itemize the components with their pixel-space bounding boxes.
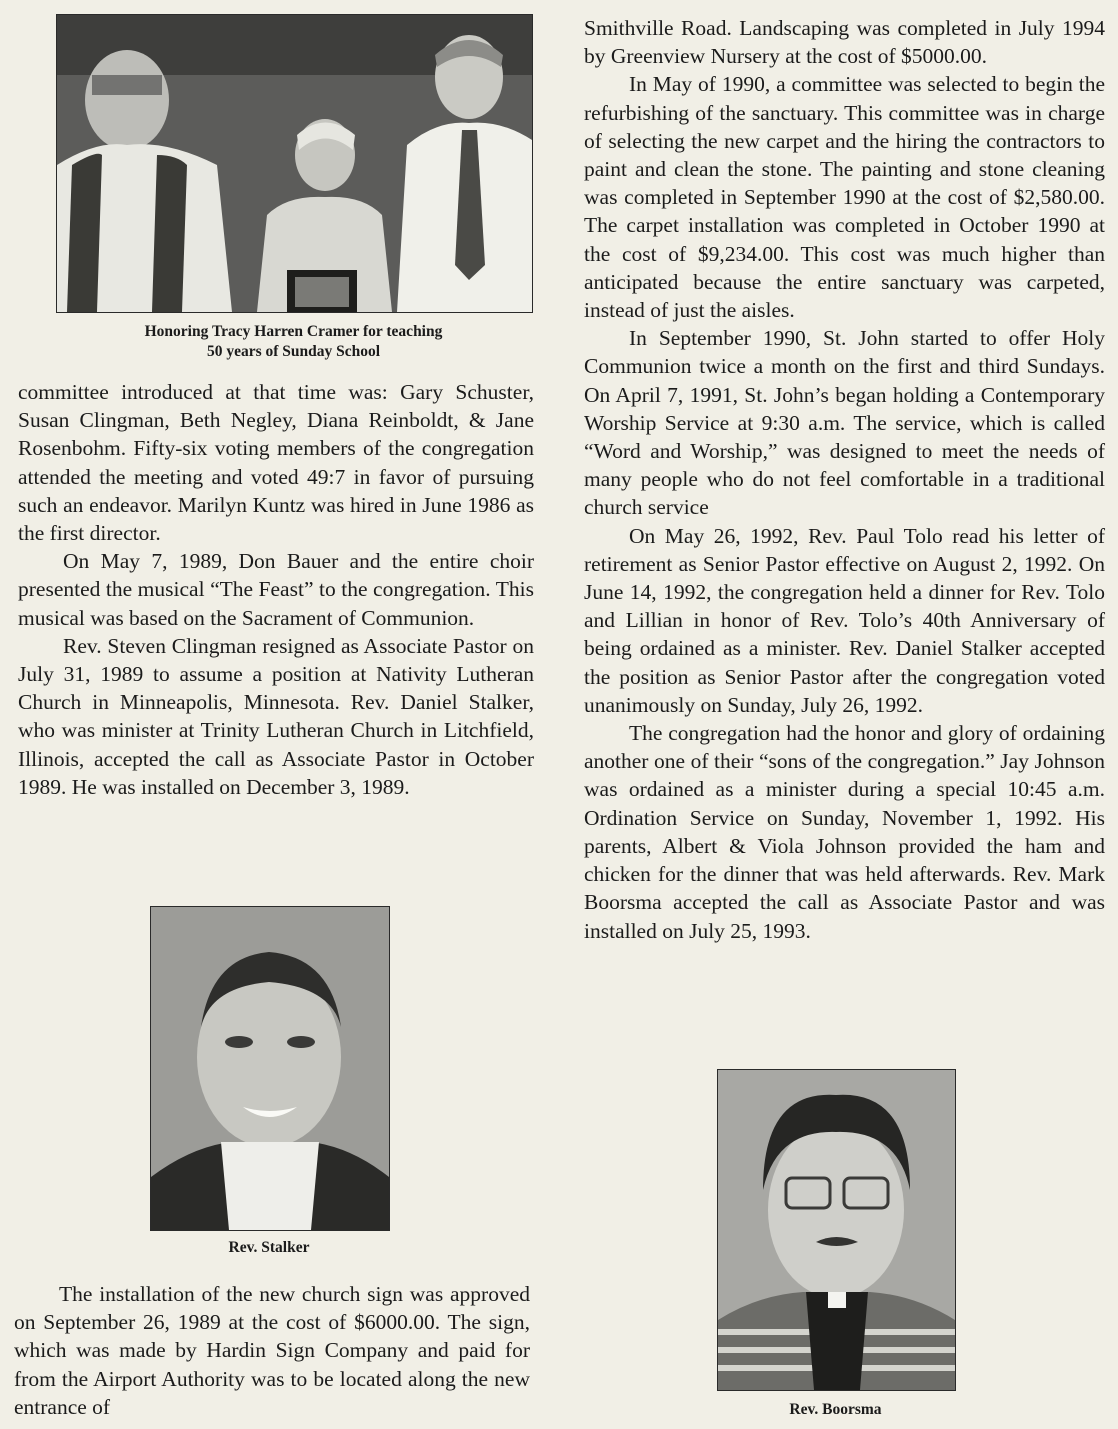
photo-honoring-cramer [56,14,533,313]
caption-line-2: 50 years of Sunday School [206,343,381,360]
right-paragraph-4: On May 26, 1992, Rev. Paul Tolo read his letter of retirement as Senior Pastor effective on August 2, 1992. On June 14, 1992, the congregation held a dinner for Rev. Tolo and Lillian in honor of Rev. Tolo’s 40th Anniversary of being ordained as a minister. Rev. Daniel Stalker accepted the position as Senior Pastor after the congregation voted unanimously on Sunday, July 26, 1992. [584,523,1105,717]
right-column-text [584,14,1105,945]
right-paragraph-3: In September 1990, St. John started to offer Holy Communion twice a month on the first and third Sundays. On April 7, 1991, St. John’s began holding a Contemporary Worship Service at 9:30 a.m. The service, which is called “Word and Worship,” was designed to meet the needs of many people who do not feel comfortable in a traditional church service [584,326,1105,520]
photo-rev-stalker [150,906,390,1231]
caption-line-1: Honoring Tracy Harren Cramer for teaching [144,323,443,340]
left-column-bottom-text [14,1280,530,1421]
right-paragraph-2: In May of 1990, a committee was selected to begin the refurbishing of the sanctuary. This committee was in charge of selecting the new carpet and the hiring the contractors to paint and clean the stone. The painting and stone cleaning was completed in September 1990 at the cost of $2,580.00. The carpet installation was completed in October 1990 at the cost of $9,234.00. This cost was much higher than anticipated because the entire sanctuary was carpeted, instead of just the aisles. [584,72,1105,323]
left-paragraph-1: committee introduced at that time was: Gary Schuster, Susan Clingman, Beth Negley, Diana Reinboldt, & Jane Rosenbohm. Fifty-six voting members of the congregation attended the meeting and voted 49:7 in favor of pursuing such an endeavor. Marilyn Kuntz was hired in June 1986 as the first director. [18,380,534,546]
photo-honoring-cramer-caption [56,322,531,362]
photo-rev-stalker-caption: Rev. Stalker [228,1239,310,1256]
photo-rev-boorsma [717,1069,956,1391]
left-column-text [18,378,534,801]
left-paragraph-4: The installation of the new church sign was approved on September 26, 1989 at the cost of $6000.00. The sign, which was made by Hardin Sign Company and paid for from the Airport Authority was to be located along the new entrance of [14,1282,530,1419]
photo-rev-stalker-drawing [151,907,389,1230]
photo-rev-boorsma-drawing [718,1070,955,1390]
photo-honoring-cramer-drawing [57,15,532,312]
left-paragraph-2: On May 7, 1989, Don Bauer and the entire choir presented the musical “The Feast” to the congregation. This musical was based on the Sacrament of Communion. [18,549,534,630]
right-paragraph-1: Smithville Road. Landscaping was completed in July 1994 by Greenview Nursery at the cost of $5000.00. [584,16,1105,69]
photo-rev-boorsma-caption: Rev. Boorsma [789,1401,882,1418]
right-paragraph-5: The congregation had the honor and glory of ordaining another one of their “sons of the congregation.” Jay Johnson was ordained as a minister during a special 10:45 a.m. Ordination Service on Sunday, November 1, 1992. His parents, Albert & Viola Johnson provided the ham and chicken for the dinner that was held afterwards. Rev. Mark Boorsma accepted the call as Associate Pastor and was installed on July 25, 1993. [584,721,1105,943]
left-paragraph-3: Rev. Steven Clingman resigned as Associate Pastor on July 31, 1989 to assume a position at Nativity Lutheran Church in Minneapolis, Minnesota. Rev. Daniel Stalker, who was minister at Trinity Lutheran Church in Litchfield, Illinois, accepted the call as Associate Pastor in October 1989. He was installed on December 3, 1989. [18,633,534,799]
